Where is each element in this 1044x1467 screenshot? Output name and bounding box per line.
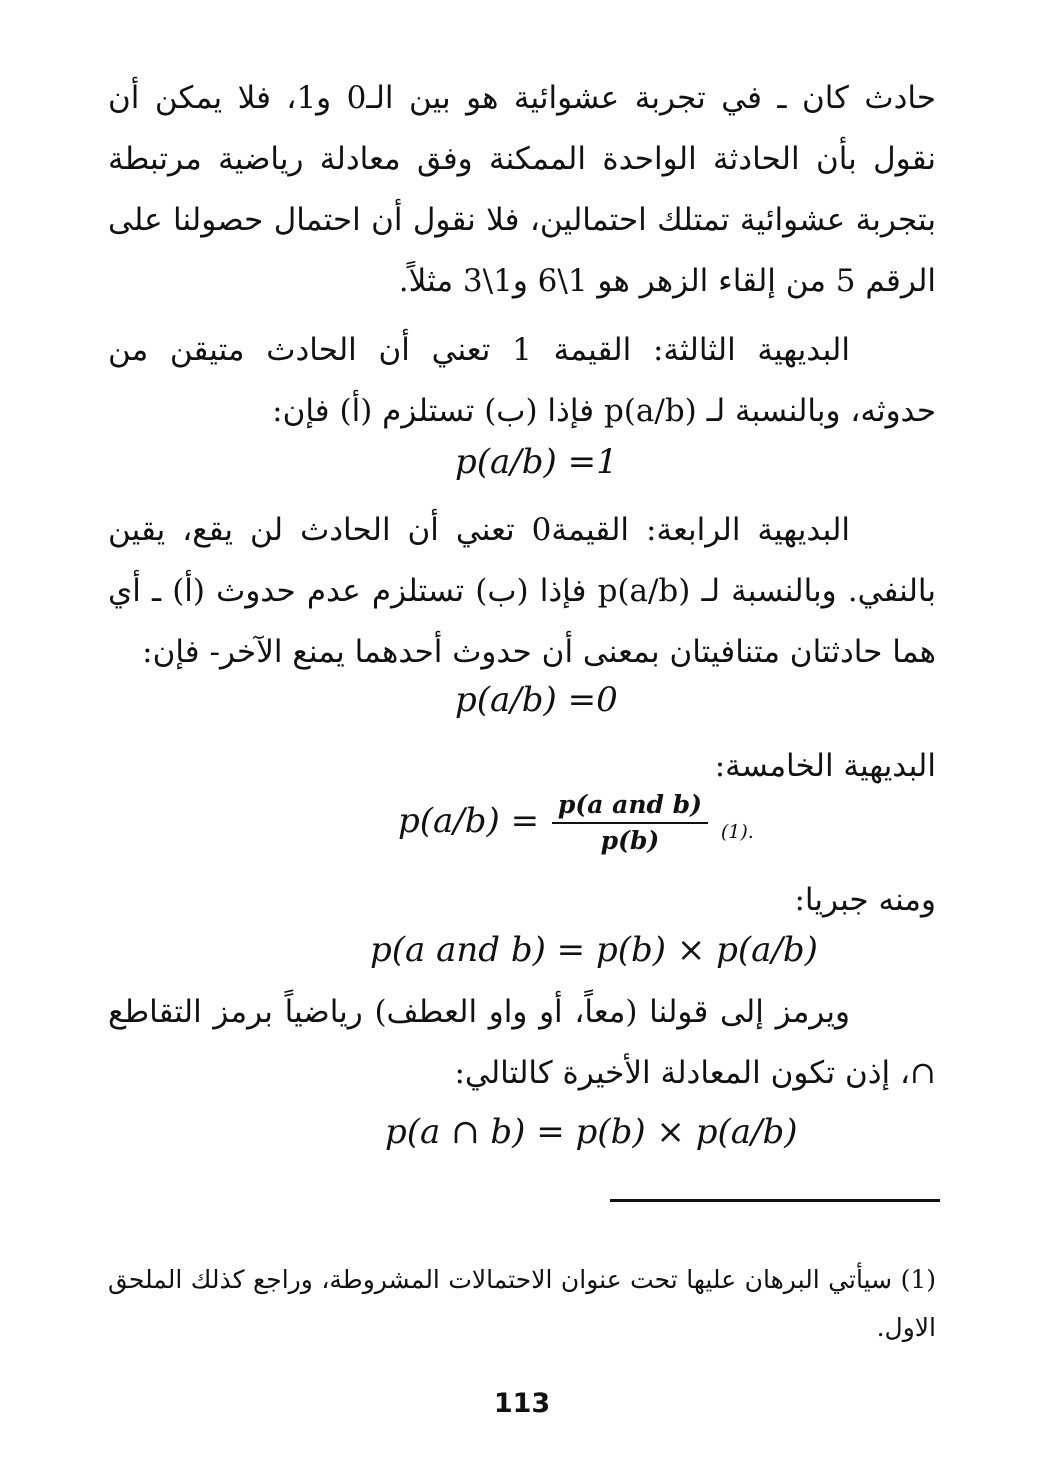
formula-multiplication-rule: p(a and b) = p(b) × p(a/b)	[370, 930, 818, 970]
footnote-text: (1) سيأتي البرهان عليها تحت عنوان الاحتمالات المشروطة، وراجع كذلك الملحق الاول.	[108, 1265, 936, 1342]
formula-certain-event: p(a/b) =1	[455, 442, 618, 482]
paragraph-fifth-axiom-heading: البديهية الخامسة:	[714, 748, 936, 784]
footnote-divider	[610, 1199, 940, 1202]
formula-lhs: p(a/b) =	[398, 801, 540, 841]
footnote-reference: (1).	[720, 821, 754, 843]
formula-conditional-probability	[398, 790, 754, 856]
paragraph-third-axiom: البديهية الثالثة: القيمة 1 تعني أن الحادث متيقن من حدوثه، وبالنسبة لـ (p(a/b فإذا (ب) تستلزم (أ) فإن:	[108, 332, 936, 429]
paragraph-algebraically: ومنه جبريا:	[794, 882, 936, 918]
paragraph-dice-probability: حادث كان ـ في تجربة عشوائية هو بين الـ0 و1، فلا يمكن أن نقول بأن الحادثة الواحدة الممكنة وفق معادلة رياضية مرتبطة بتجربة عشوائية تمتلك احتمالين، فلا نقول أن احتمال حصولنا على الرقم 5 من إلقاء الزهر هو 1\6 و1\3 مثلاً.	[108, 80, 937, 299]
fraction-numerator: p(a and b)	[552, 790, 708, 824]
formula-intersection-rule: p(a ∩ b) = p(b) × p(a/b)	[385, 1112, 798, 1152]
fraction	[552, 790, 708, 856]
fraction-denominator: p(b)	[600, 826, 660, 855]
formula-impossible-event: p(a/b) =0	[455, 680, 618, 720]
page-number: 113	[493, 1388, 551, 1419]
paragraph-fourth-axiom: البديهية الرابعة: القيمة0 تعني أن الحادث لن يقع، يقين بالنفي. وبالنسبة لـ (p(a/b فإذا (ب) تستلزم عدم حدوث (أ) ـ أي هما حادثتان متنافيتان بمعنى أن حدوث أحدهما يمنع الآخر- فإن:	[108, 512, 936, 670]
paragraph-intersection-symbol: ويرمز إلى قولنا (معاً، أو واو العطف) رياضياً برمز التقاطع ∩، إذن تكون المعادلة الأخيرة كالتالي:	[108, 994, 936, 1091]
